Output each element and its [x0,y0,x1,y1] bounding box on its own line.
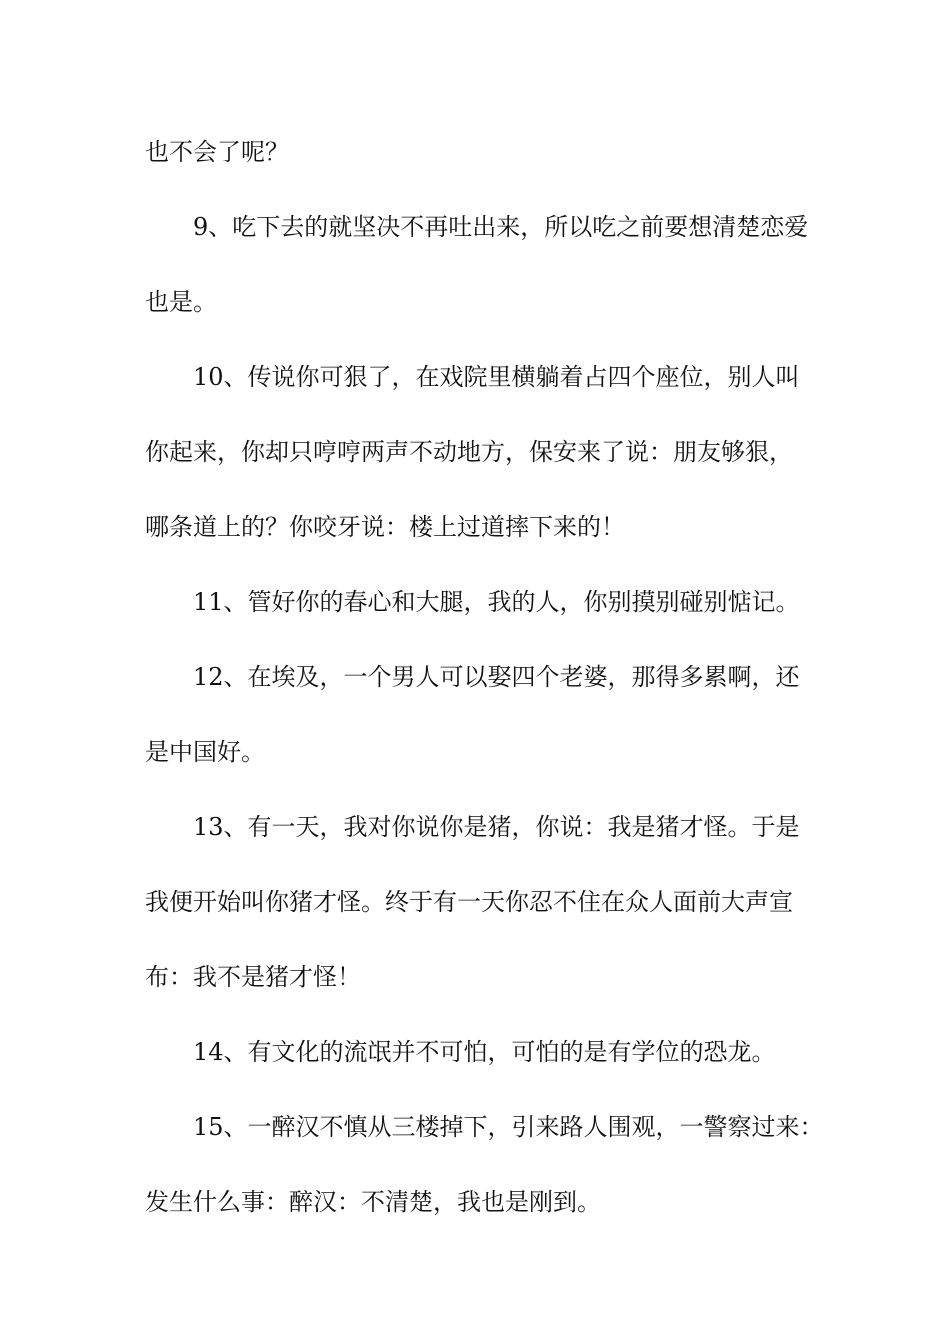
text-line: 也不会了呢？ [145,138,289,166]
item-11-line-1: 11、管好你的春心和大腿，我的人，你别摸别碰别惦记。 [193,588,800,616]
item-10-line-2: 你起来，你却只哼哼两声不动地方，保安来了说：朋友够狠， [145,438,793,466]
item-15-line-2: 发生什么事：醉汉：不清楚，我也是刚到。 [145,1188,601,1216]
item-13-line-2: 我便开始叫你猪才怪。终于有一天你忍不住在众人面前大声宣 [145,888,793,916]
item-9-line-2: 也是。 [145,288,217,316]
item-10-line-3: 哪条道上的？你咬牙说：楼上过道摔下来的！ [145,513,625,541]
item-12-line-2: 是中国好。 [145,738,265,766]
item-15-line-1: 15、一醉汉不慎从三楼掉下，引来路人围观，一警察过来： [193,1113,824,1141]
item-10-line-1: 10、传说你可狠了，在戏院里横躺着占四个座位，别人叫 [193,363,800,391]
item-13-line-1: 13、有一天，我对你说你是猪，你说：我是猪才怪。于是 [193,813,800,841]
item-13-line-3: 布：我不是猪才怪！ [145,963,361,991]
item-9-line-1: 9、吃下去的就坚决不再吐出来，所以吃之前要想清楚恋爱 [193,213,809,241]
item-12-line-1: 12、在埃及，一个男人可以娶四个老婆，那得多累啊，还 [193,663,800,691]
item-14-line-1: 14、有文化的流氓并不可怕，可怕的是有学位的恐龙。 [193,1038,776,1066]
